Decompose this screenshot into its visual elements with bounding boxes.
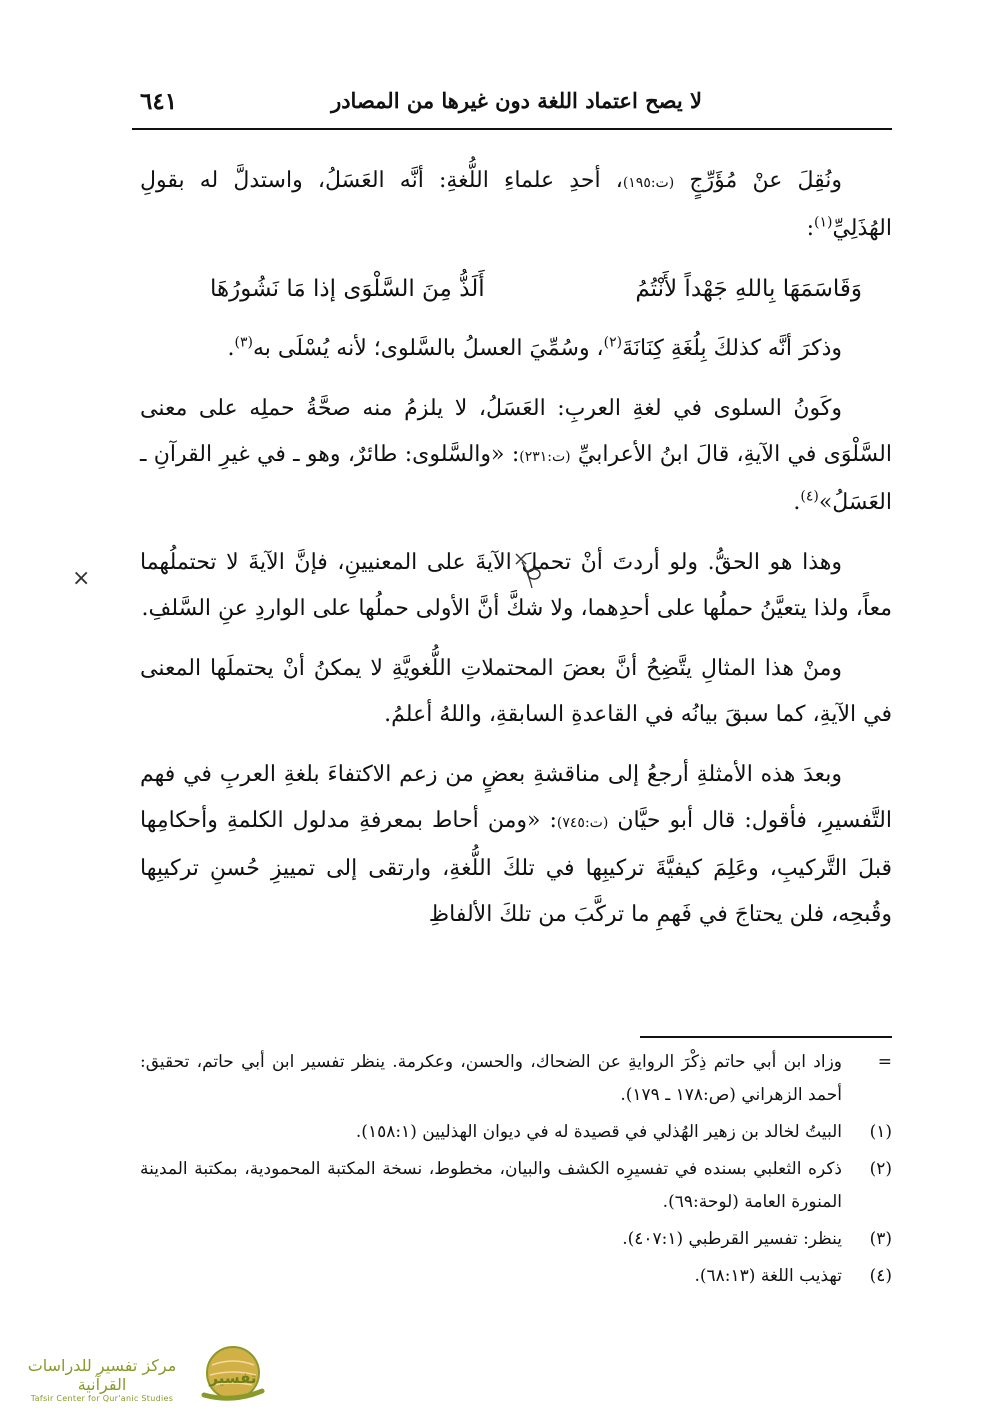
running-header xyxy=(132,88,892,130)
footnote-mark: (١) xyxy=(869,1122,892,1142)
paragraph-3-text-a: وكَونُ السلوى في لغةِ العربِ: العَسَلُ، لا يلزمُ منه صحَّةُ حملِه على معنى السَّلْوَى في الآيةِ، قالَ ابنُ الأعرابيِّ xyxy=(140,396,892,467)
verse-first-hemistich: وَقَاسَمَهَا بِاللهِ جَهْداً لأَنْتُمُ xyxy=(635,276,862,302)
paragraph-6 xyxy=(140,752,892,938)
footnote-text: تهذيب اللغة (٦٨:١٣). xyxy=(694,1266,842,1286)
footnote-text: ينظر: تفسير القرطبي (٤٠٧:١). xyxy=(622,1229,842,1249)
footnote-text: ذكره الثعلبي بسنده في تفسيرِه الكشف والبيان، مخطوط، نسخة المكتبة المحمودية، بمكتبة المدينة المنورة العامة (لوحة:٦٩). xyxy=(140,1159,842,1212)
logo-text xyxy=(8,1346,196,1406)
paragraph-3-text-c: . xyxy=(793,490,801,515)
paragraph-2-text-a: وذكرَ أنَّه كذلكَ بِلُغَةِ كِنَانَةَ xyxy=(622,336,842,361)
logo-arabic-name: مركز تفسير للدراسات القرآنية xyxy=(27,1356,177,1394)
paragraph-2-text-c: . xyxy=(227,336,235,361)
death-date: (ت:١٩٥) xyxy=(622,175,675,191)
death-date: (ت:٢٣١) xyxy=(519,449,571,465)
footnotes xyxy=(140,1046,892,1297)
footnote-ref: (١) xyxy=(813,214,833,231)
footnote-ref: (٣) xyxy=(234,334,253,351)
footnote-3 xyxy=(140,1223,892,1256)
logo-emblem-icon xyxy=(200,1343,266,1409)
paragraph-1-text-a: ونُقِلَ عنْ مُؤَرِّجٍ xyxy=(674,168,842,193)
logo-emblem-word: تفسير xyxy=(209,1369,257,1387)
tafsir-center-logo xyxy=(8,1340,270,1412)
footnote-ref: (٤) xyxy=(800,488,819,505)
page-number: ٦٤١ xyxy=(140,88,178,115)
paragraph-1-text-c: : xyxy=(806,216,814,241)
paragraph-1 xyxy=(140,158,892,252)
footnote-separator xyxy=(640,1036,892,1038)
death-date: (ت:٧٤٥) xyxy=(556,815,609,831)
footnote-2 xyxy=(140,1153,892,1219)
header-title: لا يصح اعتماد اللغة دون غيرها من المصادر xyxy=(331,88,702,113)
paragraph-2 xyxy=(140,326,892,372)
paragraph-5: ومنْ هذا المثالِ يتَّضِحُ أنَّ بعضَ المحتملاتِ اللُّغويَّةِ لا يمكنُ أنْ يحتملَها المعنى في الآيةِ، كما سبقَ بيانُه في القاعدةِ السابقةِ، واللهُ أعلمُ. xyxy=(140,656,892,727)
footnote-mark: (٢) xyxy=(869,1159,892,1179)
footnote-mark: (٤) xyxy=(869,1266,892,1286)
handwritten-insertion-mark xyxy=(512,548,552,592)
paragraph-2-text-b: ، وسُمِّيَ العسلُ بالسَّلوى؛ لأنه يُسْلَى به xyxy=(253,336,604,361)
footnote-mark: (٣) xyxy=(869,1229,892,1249)
footnote-text: وزاد ابن أبي حاتم ذِكْرَ الروايةِ عن الضحاك، والحسن، وعكرمة. ينظر تفسير ابن أبي حاتم، تحقيق: أحمد الزهراني (ص:١٧٨ ـ ١٧٩). xyxy=(140,1052,842,1105)
paragraph-1-text-b: ، أحدِ علماءِ اللُّغةِ: أنَّه العَسَلُ، واستدلَّ له بقولِ الهُذَلِيِّ xyxy=(140,168,892,241)
paragraph-6-text-a: وبعدَ هذه الأمثلةِ أرجعُ إلى مناقشةِ بعضٍ من زعم الاكتفاءَ بلغةِ العربِ في فهم التَّفسيرِ، فأقول: قال أبو حيَّان xyxy=(140,762,892,833)
paragraph-3 xyxy=(140,386,892,526)
paragraph-3-text-b: : «والسَّلوى: طائرٌ، وهو ـ في غيرِ القرآنِ ـ العَسَلُ» xyxy=(140,442,892,515)
footnote-1 xyxy=(140,1116,892,1149)
verse-second-hemistich: أَلَذُّ مِنَ السَّلْوَى إذا مَا نَشُورُهَا xyxy=(210,276,485,302)
paragraph-4: وهذا هو الحقُّ. ولو أردتَ أنْ تحملَ الآيةَ على المعنيينِ، فإنَّ الآيةَ لا تحتملُهما معاً، ولذا يتعيَّنُ حملُها على أحدِهما، ولا شكَّ أنَّ الأولى حملُها على الواردِ عنِ السَّلفِ. xyxy=(140,550,892,621)
poetry-verse xyxy=(140,266,892,312)
paragraph-6-text-b: : «ومن أحاط بمعرفةِ مدلول الكلمةِ وأحكامِها قبلَ التَّركيبِ، وعَلِمَ كيفيَّةَ تركيبِها في تلكَ اللُّغةِ، وارتقى إلى تمييزِ حُسنِ تركيبِها وقُبحِه، فلن يحتاجَ في فَهمِ ما تركَّبَ من تلكَ الألفاظِ xyxy=(140,808,892,927)
footnote-4 xyxy=(140,1260,892,1293)
footnote-ref: (٢) xyxy=(603,334,623,351)
footnote-continued xyxy=(140,1046,892,1112)
handwritten-x-mark: × xyxy=(72,566,91,591)
footnote-mark: = xyxy=(877,1052,892,1072)
footnote-text: البيتُ لخالد بن زهير الهُذلي في قصيدة له في ديوان الهذليين (١٥٨:١). xyxy=(355,1122,842,1142)
logo-english-name: Tafsir Center for Qur'anic Studies xyxy=(30,1394,174,1403)
